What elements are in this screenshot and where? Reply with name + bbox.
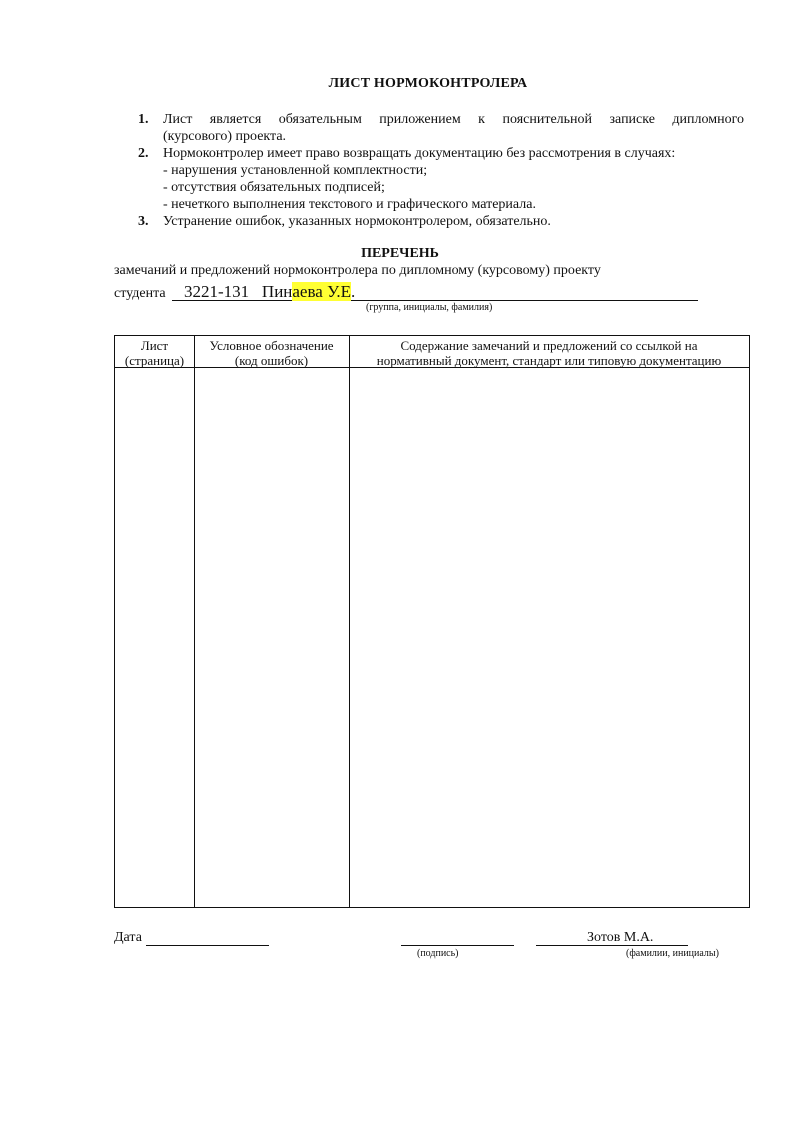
list-subitem: - нарушения установленной комплектности; <box>163 163 428 178</box>
item-number: 1. <box>138 112 149 127</box>
column-divider <box>349 336 350 907</box>
item-number: 3. <box>138 214 149 229</box>
header-line: Лист <box>140 338 169 353</box>
header-line: (страница) <box>124 353 185 368</box>
date-label: Дата <box>114 930 142 945</box>
date-field[interactable] <box>146 930 269 946</box>
student-label: студента <box>114 286 166 301</box>
student-value[interactable] <box>184 282 355 302</box>
remarks-table <box>114 335 750 908</box>
item-text: Устранение ошибок, указанных нормоконтролером, обязательно. <box>163 214 551 229</box>
perechen-heading: ПЕРЕЧЕНЬ <box>361 246 439 261</box>
column-divider <box>194 336 195 907</box>
header-line: (код ошибок) <box>234 353 309 368</box>
item-text: Нормоконтролер имеет право возвращать документацию без рассмотрения в случаях: <box>163 146 676 161</box>
signature-caption: (подпись) <box>417 948 459 959</box>
page-title: ЛИСТ НОРМОКОНТРОЛЕРА <box>328 76 528 91</box>
rules-list <box>138 111 744 230</box>
header-line: Условное обозначение <box>209 338 334 353</box>
student-value-plain: 3221-131 Пин <box>184 282 293 301</box>
signature-field[interactable] <box>401 930 514 946</box>
student-field[interactable] <box>114 282 698 304</box>
list-subitem: - нечеткого выполнения текстового и графического материала. <box>163 197 536 212</box>
list-item <box>138 145 744 162</box>
student-value-end: . <box>350 282 356 301</box>
student-value-highlight: аева У.Е <box>292 282 351 301</box>
item-text-line: Лист является обязательным приложением к пояснительной записке дипломного <box>163 112 744 127</box>
header-content <box>349 338 749 368</box>
header-code <box>194 338 349 368</box>
header-line: нормативный документ, стандарт или типовую документацию <box>376 353 722 368</box>
header-line: Содержание замечаний и предложений со ссылкой на <box>400 338 698 353</box>
header-sheet <box>115 338 194 368</box>
name-value: Зотов М.А. <box>587 930 654 945</box>
list-item <box>138 213 744 230</box>
item-number: 2. <box>138 146 149 161</box>
list-subitem: - отсутствия обязательных подписей; <box>163 180 385 195</box>
list-item <box>138 111 744 145</box>
name-caption: (фамилии, инициалы) <box>626 948 719 959</box>
student-caption: (группа, инициалы, фамилия) <box>366 302 493 313</box>
item-text-line: (курсового) проекта. <box>163 129 287 144</box>
perechen-intro: замечаний и предложений нормоконтролера по дипломному (курсовому) проекту <box>114 263 601 278</box>
